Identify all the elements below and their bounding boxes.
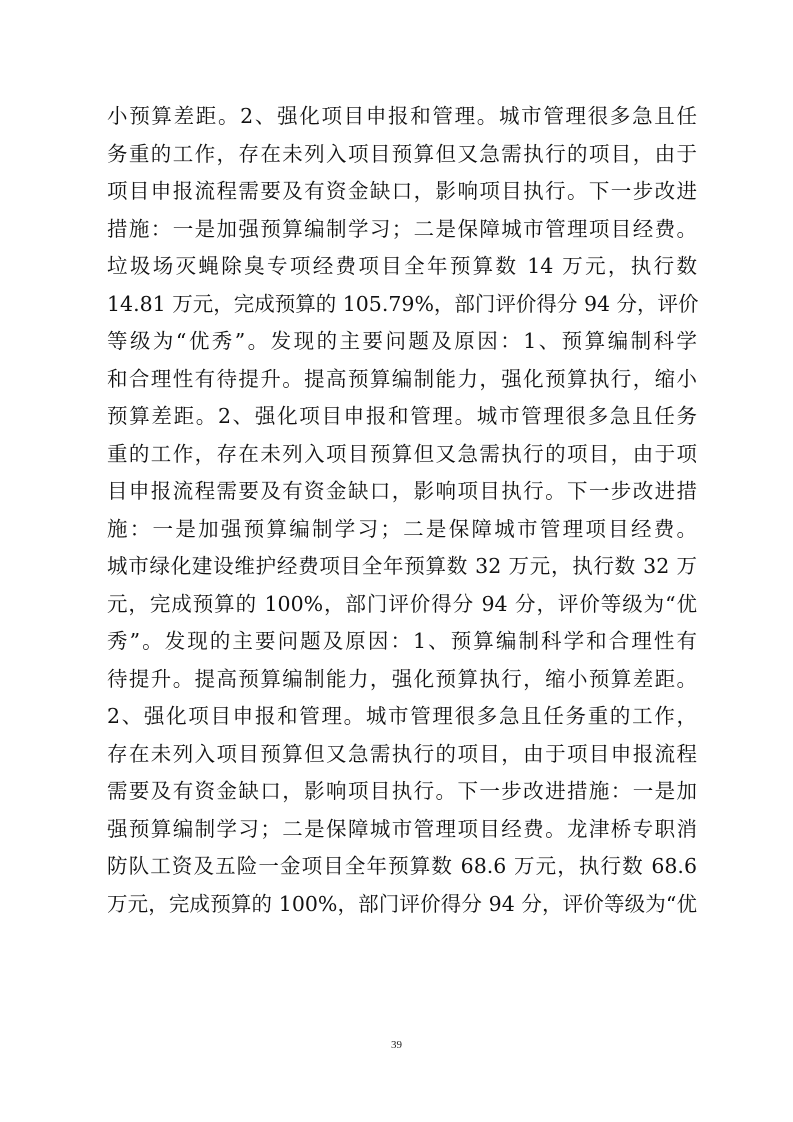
text-line-17: 2、强化项目申报和管理。城市管理很多急且任务重的工作， [107, 704, 697, 728]
text-line-5: 垃圾场灭蝇除臭专项经费项目全年预算数 14 万元，执行数 [107, 254, 697, 278]
text-line-11: 目申报流程需要及有资金缺口，影响项目执行。下一步改进措 [107, 479, 697, 503]
text-line-21: 防队工资及五险一金项目全年预算数 68.6 万元，执行数 68.6 [107, 854, 697, 878]
text-line-7: 等级为“优秀”。发现的主要问题及原因：1、预算编制科学 [107, 329, 697, 353]
page-number: 39 [391, 1039, 402, 1051]
text-line-13: 城市绿化建设维护经费项目全年预算数 32 万元，执行数 32 万 [107, 554, 697, 578]
text-line-8: 和合理性有待提升。提高预算编制能力，强化预算执行，缩小 [107, 366, 697, 391]
text-line-4: 措施：一是加强预算编制学习；二是保障城市管理项目经费。 [107, 216, 697, 241]
text-line-2: 务重的工作，存在未列入项目预算但又急需执行的项目，由于 [107, 141, 697, 166]
text-line-19: 需要及有资金缺口，影响项目执行。下一步改进措施：一是加 [107, 779, 697, 803]
text-line-16: 待提升。提高预算编制能力，强化预算执行，缩小预算差距。 [107, 666, 697, 691]
text-line-22: 万元，完成预算的 100%，部门评价得分 94 分，评价等级为“优 [107, 891, 697, 916]
text-line-9: 预算差距。2、强化项目申报和管理。城市管理很多急且任务 [107, 404, 697, 428]
text-line-18: 存在未列入项目预算但又急需执行的项目，由于项目申报流程 [107, 741, 697, 766]
text-line-14: 元，完成预算的 100%，部门评价得分 94 分，评价等级为“优 [107, 591, 697, 616]
text-line-3: 项目申报流程需要及有资金缺口，影响项目执行。下一步改进 [107, 179, 697, 203]
text-line-20: 强预算编制学习；二是保障城市管理项目经费。龙津桥专职消 [107, 816, 697, 841]
text-line-15: 秀”。发现的主要问题及原因：1、预算编制科学和合理性有 [107, 629, 697, 653]
text-line-1: 小预算差距。2、强化项目申报和管理。城市管理很多急且任 [107, 104, 697, 128]
body-text [107, 98, 697, 923]
text-line-10: 重的工作，存在未列入项目预算但又急需执行的项目，由于项 [107, 441, 697, 466]
text-line-12: 施：一是加强预算编制学习；二是保障城市管理项目经费。 [107, 516, 697, 541]
text-line-6: 14.81 万元，完成预算的 105.79%，部门评价得分 94 分，评价 [107, 291, 699, 316]
